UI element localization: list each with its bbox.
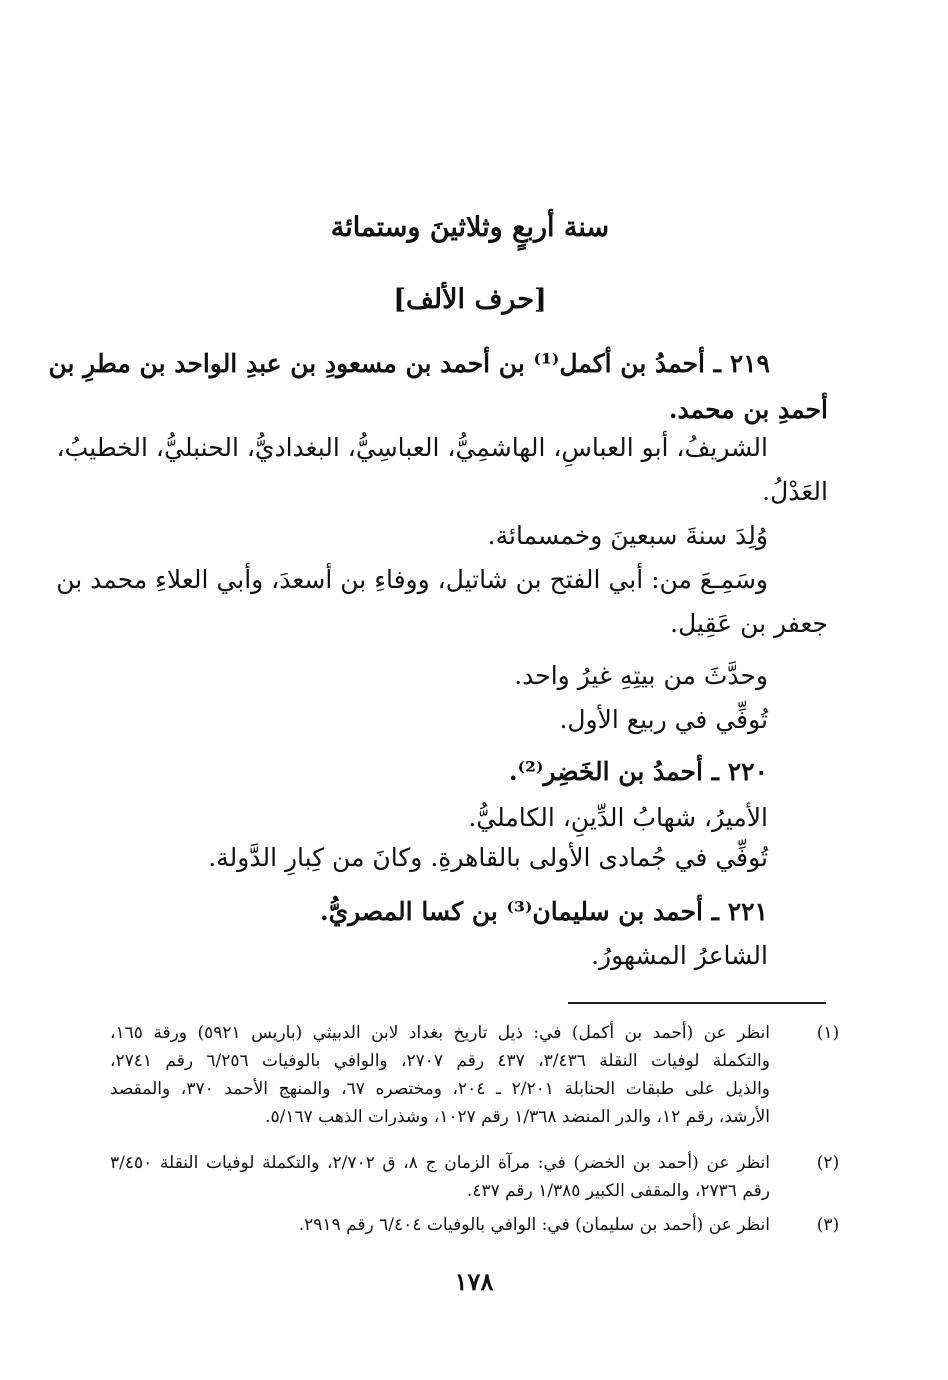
entry-219-death: تُوفِّي في ربيع الأول. bbox=[559, 705, 768, 734]
footnote-2 bbox=[0, 1150, 948, 1210]
footnote-line: والتكملة لوفيات النقلة ٣/٤٣٦، ٤٣٧ رقم ٢٧٠٧، والوافي بالوفيات ٦/٢٥٦ رقم ٢٧٤١، bbox=[110, 1051, 770, 1071]
footnote-line: والذيل على طبقات الحنابلة ٢/٢٠١ ـ ٢٠٤، ومختصره ٦٧، والمنهج الأحمد ٣٧٠، والمقصد bbox=[110, 1079, 770, 1099]
footnote-1 bbox=[0, 1020, 948, 1140]
footnote-line: الأرشد، رقم ١٢، والدر المنضد ١/٣٦٨ رقم ١٠٢٧، وشذرات الذهب ٥/١٦٧. bbox=[265, 1107, 770, 1127]
footnote-marker: (٢) bbox=[816, 1153, 840, 1173]
section-heading: [حرف الألف] bbox=[393, 284, 547, 315]
footnote-marker: (٣) bbox=[816, 1215, 840, 1235]
entry-220-heading: ٢٢٠ ـ أحمدُ بن الخَضِر⁽²⁾. bbox=[508, 757, 768, 786]
entry-219-nisba: الشريفُ، أبو العباسِ، الهاشمِيُّ، العباسِيُّ، البغداديُّ، الحنبليُّ، الخطيبُ، bbox=[56, 433, 768, 462]
page-title: سنة أربعٍ وثلاثينَ وستمائة bbox=[330, 212, 610, 243]
entry-219-teachers: وسَمِـعَ من: أبي الفتح بن شاتيل، ووفاءِ بن أسعدَ، وأبي العلاءِ محمد بن bbox=[56, 565, 768, 594]
entry-219-teachers-cont: جعفر بن عَقِيل. bbox=[670, 609, 828, 638]
footnote-line: رقم ٢٧٣٦، والمقفى الكبير ١/٣٨٥ رقم ٤٣٧. bbox=[466, 1181, 770, 1201]
footnote-line: انظر عن (أحمد بن أكمل) في: ذيل تاريخ بغداد لابن الدبيثي (باريس ٥٩٢١) ورقة ١٦٥، bbox=[110, 1023, 770, 1043]
footnote-marker: (١) bbox=[816, 1023, 840, 1043]
entry-219-heading: ٢١٩ ـ أحمدُ بن أكمل⁽¹⁾ بن أحمد بن مسعودِ بن عبدِ الواحد بن مطرِ بن bbox=[48, 349, 770, 378]
entry-221-heading: ٢٢١ ـ أحمد بن سليمان⁽³⁾ بن كسا المصريُّ. bbox=[319, 897, 768, 926]
entry-219-heading-cont: أحمدِ بن محمد. bbox=[668, 395, 828, 424]
entry-220-death: تُوفِّي في جُمادى الأولى بالقاهرةِ. وكانَ من كِبارِ الدَّولة. bbox=[208, 843, 768, 872]
footnote-3 bbox=[0, 1212, 948, 1242]
footnote-line: انظر عن (أحمد بن سليمان) في: الوافي بالوفيات ٦/٤٠٤ رقم ٢٩١٩. bbox=[298, 1215, 770, 1235]
entry-219-birth: وُلِدَ سنةَ سبعينَ وخمسمائة. bbox=[487, 521, 768, 550]
footnote-divider bbox=[568, 1002, 826, 1004]
entry-221-title: الشاعرُ المشهورُ. bbox=[591, 941, 768, 970]
page-number: ١٧٨ bbox=[454, 1267, 494, 1296]
entry-220-title: الأميرُ، شهابُ الدِّينِ، الكامليُّ. bbox=[468, 803, 768, 832]
entry-219-nisba-cont: العَدْلُ. bbox=[762, 477, 828, 506]
footnote-line: انظر عن (أحمد بن الخضر) في: مرآة الزمان ج ٨، ق ٢/٧٠٢، والتكملة لوفيات النقلة ٣/٤٥٠ bbox=[110, 1153, 770, 1173]
entry-219-students: وحدَّثَ من بيتِهِ غيرُ واحد. bbox=[514, 661, 768, 690]
